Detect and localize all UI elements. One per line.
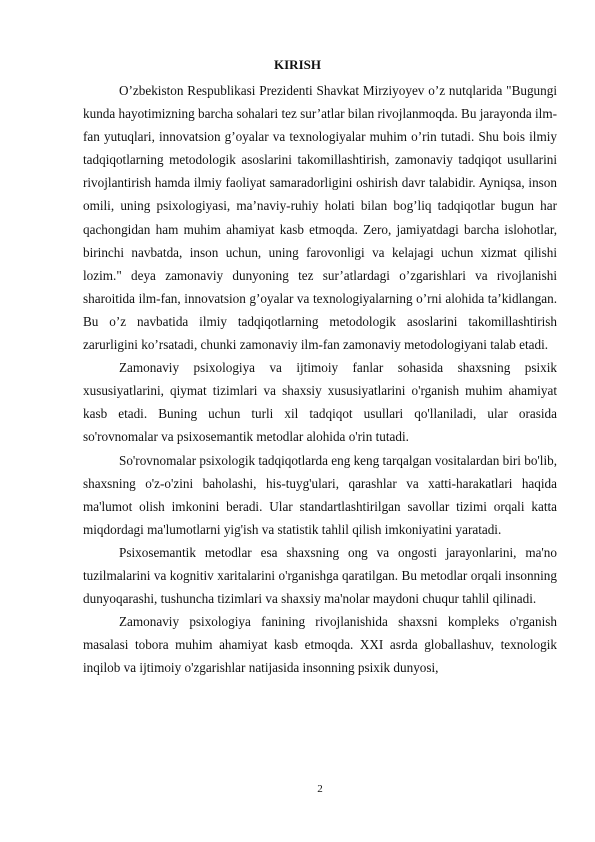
section-title: KIRISH (274, 57, 321, 72)
paragraph-5: Zamonaviy psixologiya fanining rivojlanishida shaxsni kompleks o'rganish masalasi tobora muhim ahamiyat kasb etmoqda. XXI asrda globallashuv, texnologik inqilob va ijtimoiy o'zgarishlar natijasida insonning psixik dunyosi, (83, 614, 557, 676)
paragraph-1: O’zbekiston Respublikasi Prezidenti Shavkat Mirziyoyev o’z nutqlarida "Bugungi kunda hayotimizning barcha sohalari tez sur’atlar bilan rivojlanmoqda. Bu jarayonda ilm-fan yutuqlari, innovatsion g’oyalar va texnologiyalar muhim o’rin tutadi. Shu bois ilmiy tadqiqotlarning metodologik asoslarini takomillashtirish, zamonaviy tadqiqot usullarini rivojlantirish hamda ilmiy faoliyat samaradorligini oshirish davr talabidir. Ayniqsa, inson omili, uning psixologiyasi, ma’naviy-ruhiy holati bilan bog’liq tadqiqotlar bugun har qachongidan ham muhim ahamiyat kasb etmoqda. Zero, jamiyatdagi barcha islohotlar, birinchi navbatda, inson uchun, uning farovonligi va kelajagi uchun xizmat qilishi lozim." deya zamonaviy dunyoning tez sur’atlardagi o’zgarishlari va rivojlanishi sharoitida ilm-fan, innovatsion g’oyalar va texnologiyalarning o’rni alohida ta’kidlangan. Bu o’z navbatida ilmiy tadqiqotlarning metodologik asoslarini takomillashtirish zarurligini ko’rsatadi, chunki zamonaviy ilm-fan zamonaviy metodologiyani talab etadi. (83, 83, 557, 353)
body-text (83, 79, 557, 679)
paragraph-2: Zamonaviy psixologiya va ijtimoiy fanlar sohasida shaxsning psixik xususiyatlarini, qiymat tizimlari va shaxsiy xususiyatlarini o'rganish muhim ahamiyat kasb etadi. Buning uchun turli xil tadqiqot usullari qo'llaniladi, ular orasida so'rovnomalar va psixosemantik metodlar alohida o'rin tutadi. (83, 360, 557, 445)
paragraph-3: So'rovnomalar psixologik tadqiqotlarda eng keng tarqalgan vositalardan biri bo'lib, shaxsning o'z-o'zini baholashi, his-tuyg'ulari, qarashlar va xatti-harakatlari haqida ma'lumot olish imkonini beradi. Ular standartlashtirilgan savollar tizimi orqali katta miqdordagi ma'lumotlarni yig'ish va statistik tahlil qilish imkoniyatini yaratadi. (83, 452, 558, 537)
page-number: 2 (317, 783, 323, 795)
paragraph-4: Psixosemantik metodlar esa shaxsning ong va ongosti jarayonlarini, ma'no tuzilmalarini va kognitiv xaritalarini o'rganishga qaratilgan. Bu metodlar orqali insonning dunyoqarashi, tushuncha tizimlari va shaxsiy ma'nolar maydoni chuqur tahlil qilinadi. (83, 544, 557, 607)
